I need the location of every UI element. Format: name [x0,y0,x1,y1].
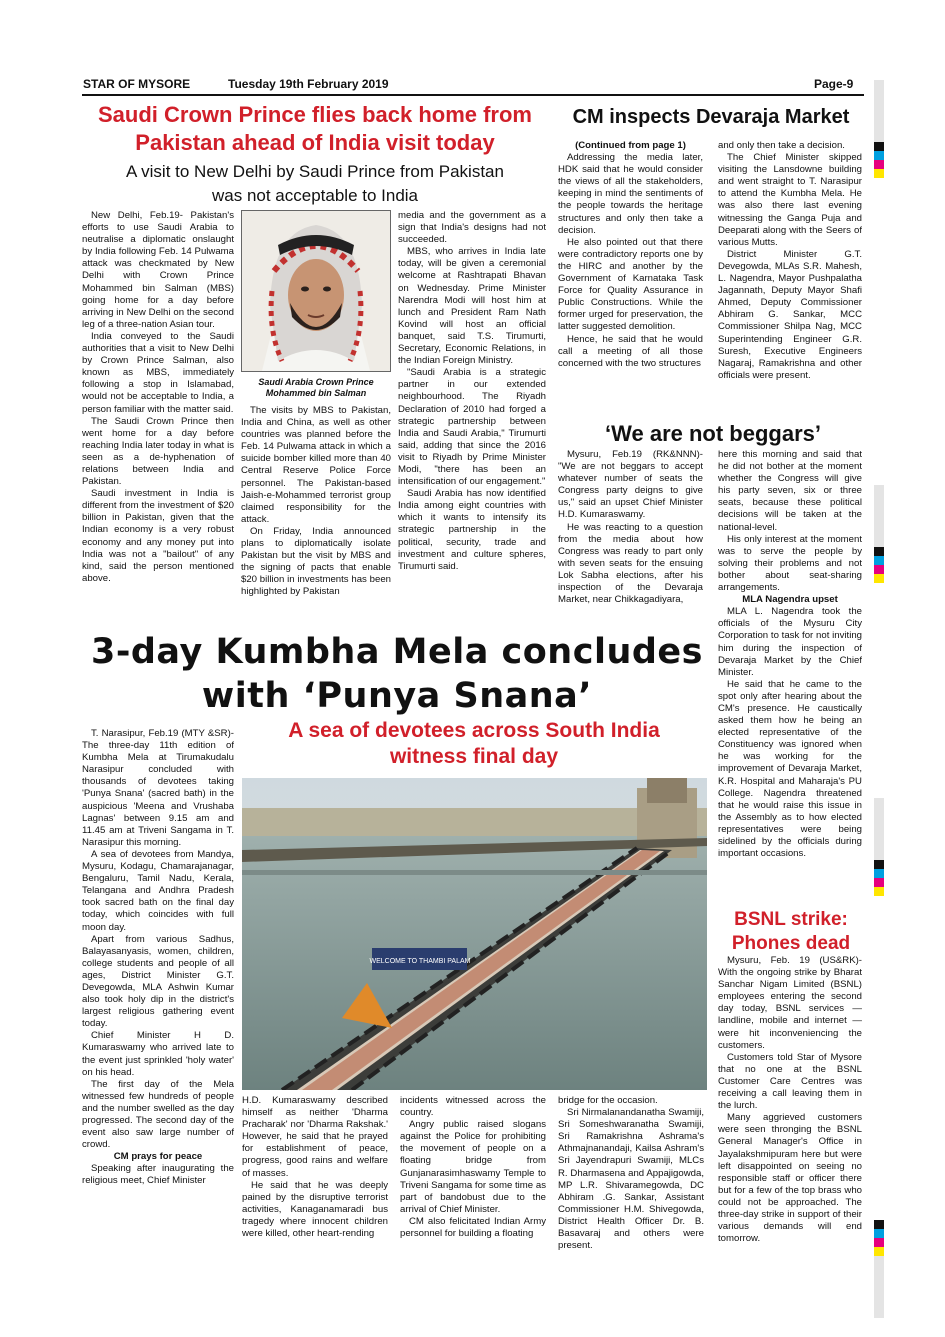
continued-note: (Continued from page 1) [575,140,686,151]
kumbha-headline-line: with ‘Punya Snana’ [201,676,593,716]
paragraph: His only interest at the moment was to serve the people by solving their problems and not bother about seat-sharing arrangements. [718,533,862,594]
paragraph: The visits by MBS to Pakistan, India and China, as well as other countries was planned before the Feb. 14 Pulwama attack in which a suicide bomber killed more than 40 Central Reserve Police Force personnel. The Pakistan-based Jaish-e-Mohammed terrorist group claimed responsibility for the attack. [241,405,391,525]
paragraph: bridge for the occasion. [558,1095,658,1106]
paragraph: He was reacting to a question from the media about how Congress was ready to part only with seven seats for the ensuing Lok Sabha elections, after his inspection of the Devaraja Market, near Chikkagadiyara, [558,521,703,606]
kumbha-subhead-line: A sea of devotees across South India [288,719,660,742]
bsnl-headline-line: BSNL strike: [734,909,848,930]
paragraph: The Chief Minister skipped visiting the Lansdowne building and went straight to T. Narasipur to attend the Kumbha Mela. He was also there last evening witnessing the Ganga Puja and Deeparati along with the Seers of various Mutts. [718,152,862,248]
paragraph: Sri Nirmalanandanatha Swamiji, Sri Someshwaranatha Swamiji, Sri Ramakrishna Ashrama's Athmajnanandaji, Kailsa Ashram's Sri Jayendrapuri Swamiji, MLCs R. Dharmasena and Appajigowda, MP L.R. Shivaramegowda, DC Abhiram .G. Sankar, Assistant Commissioner H.M. Shivegowda, District Health Officer Dr. B. Basavaraj and others were present. [558,1107,704,1252]
bsnl-headline [718,908,864,956]
paragraph: and only then take a decision. [718,140,845,151]
color-registration-marks [874,1220,884,1256]
saudi-headline [82,101,548,157]
page-number: Page-9 [814,77,854,91]
paragraph: A sea of devotees from Mandya, Mysuru, Kodagu, Chamarajanagar, Bengaluru, Tamil Nadu, Kerala, Telangana and Andhra Pradesh took sacred bath on the final day today, which coincides with full moon day. [82,848,234,933]
kumbha-column-1 [82,728,234,1263]
paragraph: India conveyed to the Saudi authorities that a visit to New Delhi by Crown Prince Salman, also known as MBS, immediately following a stop in Islamabad, would not be acceptable to India, a person familiar with the matter said. [82,330,234,415]
kumbha-mela-photo [242,778,707,1090]
paragraph: MBS, who arrives in India late today, will be given a ceremonial welcome at Rashtrapati Bhavan on Wednesday. Prime Minister Narendra Modi will host him at lunch and President Ram Nath Kovind will host an official banquet, said T.S. Tirumurti, Secretary, Economic Relations, in the Indian Foreign Ministry. [398,246,546,367]
paragraph: New Delhi, Feb.19- Pakistan's efforts to use Saudi Arabia to neutralise a diplomatic onslaught by India following Feb. 14 Pulwama attack was checkmated by New Delhi with Crown Prince Mohammed bin Salman (MBS) going home for a day before arriving in New Delhi on the second leg of a three-nation Asian tour. [82,210,234,330]
paragraph: T. Narasipur, Feb.19 (MTY &SR)- The three-day 11th edition of Kumbha Mela at Tirumakudalu Narasipur concluded with thousands of devotees taking 'Punya Snana' (sacred bath) in the auspicious 'Meena and Vrushaba Lagnas' between 9.15 am and 11.45 am at Triveni Sangama in T. Narasipur this morning. [82,728,234,848]
cm-market-column-2 [718,140,862,420]
kumbha-subhead [242,718,706,770]
paragraph: Apart from various Sadhus, Balayasanyasis, women, children, college students and people of all ages, District Minister G.T. Devegowda, MLA Ashwin Kumar also took holy dip in the district's largest religious gathering event today. [82,933,234,1030]
registration-strip [874,80,884,142]
saudi-subhead-line: was not acceptable to India [211,186,419,205]
paragraph: District Minister G.T. Devegowda, MLAs S.R. Mahesh, L. Nagendra, Mayor Pushpalatha Jagannath, Deputy Mayor Shafi Ahmed, Deputy Commissioner Abhiram G. Sankar, MCC Commissioner Shilpa Nag, MCC Superintending Engineer G.R. Suresh, Executive Engineers Nagaraj, Ramakrishna and other officials were present. [718,248,862,381]
paragraph: Angry public raised slogans against the Police for prohibiting the movement of people on a floating bridge from Gunjanarasimhaswamy Temple to Triveni Sangama for some time as part of bandobust due to the arrival of Chief Minister. [400,1119,546,1215]
kumbha-subhead-line: witness final day [389,745,559,768]
paragraph: He said that he was deeply pained by the disruptive terrorist activities, Kanaganamaradi bus tragedy where innocent children were killed, other heart-rending [242,1179,388,1240]
registration-strip [874,485,884,547]
cm-market-column-1 [558,140,703,420]
paragraph: MLA L. Nagendra took the officials of the Mysuru City Corporation to task for not inviting him during the inspection of Devaraja Market by the Chief Minister. [718,606,862,678]
paragraph: Mysuru, Feb.19 (RK&NNN)- "We are not beggars to accept whatever number of seats the Congress party deigns to give us," said an upset Chief Minister H.D. Kumaraswamy. [558,449,703,521]
subheading: CM prays for peace [113,1151,203,1163]
photo-caption-line: Saudi Arabia Crown Prince [258,377,374,387]
paragraph: The first day of the Mela witnessed few hundreds of people and the number swelled as the day progressed. The second day of the event also saw large number of crowd. [82,1078,234,1151]
paragraph: The Saudi Crown Prince then went home for a day before reaching India later today in what is seen as a de-hyphenation of relations between India and Pakistan. [82,415,234,488]
paragraph: He said that he came to the spot only after hearing about the CM's presence. He caustically asked them how he being an elected representative of the Constituency was ignored when he was working for the improvement of Devaraja Market, K.R. Hospital and Maharaja's PU College. Nagendra threatened that he would raise this issue in the Assembly as to how elected representatives were being sidelined by the officials during important occasions. [718,678,862,860]
paper-name: STAR OF MYSORE [83,77,191,91]
paragraph: Mysuru, Feb. 19 (US&RK)- With the ongoing strike by Bharat Sanchar Nigam Limited (BSNL) employees entering the second day today, BSNL services — landline, mobile and internet — were hit inconveniencing the customers. [718,955,862,1051]
kumbha-headline-line: 3-day Kumbha Mela concludes [90,632,703,672]
cm-market-headline: CM inspects Devaraja Market [572,106,850,128]
paragraph: "Saudi Arabia is a strategic partner in our extended neighbourhood. The Riyadh Declaration of 2010 had forged a strategic partnership between India and Saudi Arabia," Tirumurti said, adding that since the 2016 visit to Riyadh by Prime Minister Modi, "there has been an intensification of our engagement." [398,367,546,488]
crown-prince-photo [241,210,391,372]
photo-caption-line: Mohammed bin Salman [265,388,367,398]
saudi-column-1 [82,210,234,630]
floating-bridge-scene [242,778,707,1090]
paragraph: Saudi Arabia has now identified India among eight countries with which it wants to intensify its strategic partnership in the political, security, trade and investment and culture spheres, Tirumurti said. [398,488,546,572]
paragraph: Hence, he said that he would call a meeting of all those concerned with the two structures [558,333,703,369]
beggars-column-2 [718,449,862,919]
paragraph: Chief Minister H D. Kumaraswamy who arrived late to the event just sprinkled 'holy water' on his head. [82,1030,234,1078]
issue-date: Tuesday 19th February 2019 [228,77,389,91]
kumbha-headline [82,630,712,718]
color-registration-marks [874,860,884,896]
paragraph: He also pointed out that there were contradictory reports one by the HIRC and another by the Government of Karnataka Task Force for Quality Assurance in Public Constructions. While the former urged for preservation, the latter suggested demolition. [558,236,703,333]
saudi-column-3 [398,210,546,630]
subheading: MLA Nagendra upset [742,594,838,606]
paragraph: Saudi investment in India is different from the investment of $20 billion in Pakistan, given that the Indian economy is a very robust economy and any money put into India was not a "bailout" of any kind, said the person mentioned above. [82,488,234,584]
beggars-column-1 [558,449,703,632]
bridge-banner: WELCOME TO THAMBI PALAM [369,958,471,965]
registration-strip [874,798,884,860]
paragraph: Speaking after inaugurating the religious meet, Chief Minister [82,1163,234,1187]
registration-strip [874,1256,884,1318]
color-registration-marks [874,547,884,583]
paragraph: here this morning and said that he did not bother at the moment whether the Congress will give his party seven, six or three seats, because these political decisions will be taken at the national-level. [718,449,862,533]
kumbha-column-3 [400,1095,546,1263]
paragraph: CM also felicitated Indian Army personnel for building a floating [400,1215,546,1240]
kumbha-column-4 [558,1095,704,1263]
bsnl-column [718,955,862,1263]
color-registration-marks [874,142,884,178]
kumbha-column-2 [242,1095,388,1263]
beggars-headline: ‘We are not beggars’ [605,421,821,446]
saudi-subhead [82,160,548,208]
photo-caption [241,377,391,399]
bsnl-headline-line: Phones dead [731,933,851,954]
paragraph: Customers told Star of Mysore that no one at the BSNL Customer Care Centres was receiving a call leaving them in the lurch. [718,1051,862,1112]
paragraph: media and the government as a sign that India's designs had not succeeded. [398,210,546,246]
paragraph: Addressing the media later, HDK said that he would consider the views of all the stakeholders, keeping in mind the sentiments of the people towards the heritage structures and only then take a decision. [558,152,703,236]
paragraph: On Friday, India announced plans to diplomatically isolate Pakistan but the visit by MBS and the signing of pacts that enable $20 billion in investments has been highlighted by Pakistan [241,525,391,598]
crown-prince-portrait [242,211,390,371]
saudi-headline-line: Saudi Crown Prince flies back home from [98,102,532,127]
paragraph: Many aggrieved customers were seen thronging the BSNL General Manager's Office in Jayalakshmipuram here but were left disappointed on seeing no responsible staff or officer there but for a few of the top brass who could not be approached. The three-day strike in support of their various demands will end tomorrow. [718,1112,862,1245]
paragraph: H.D. Kumaraswamy described himself as neither 'Dharma Pracharak' nor 'Dharma Rakshak.' However, he said that he prayed for establishment of peace, progress, good rains and welfare of masses. [242,1095,388,1179]
masthead-rule [82,94,864,96]
paragraph: incidents witnessed across the country. [400,1095,546,1119]
saudi-headline-line: Pakistan ahead of India visit today [135,130,495,155]
saudi-column-2 [241,405,391,631]
saudi-subhead-line: A visit to New Delhi by Saudi Prince from Pakistan [126,162,504,181]
